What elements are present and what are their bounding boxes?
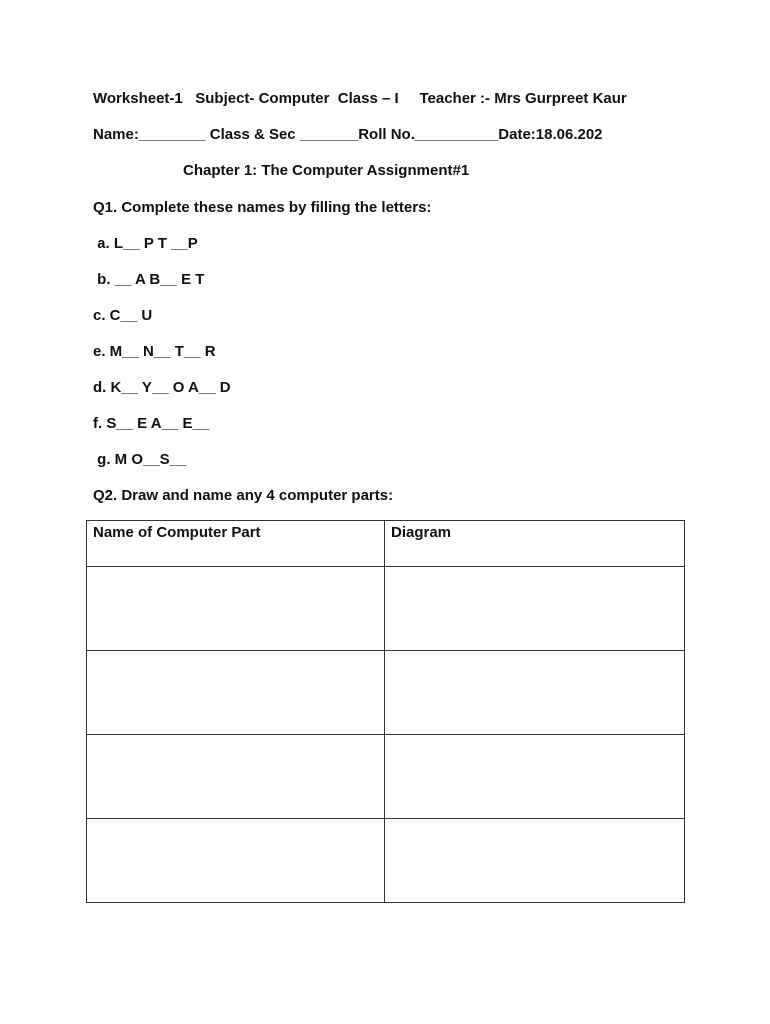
table-row bbox=[87, 735, 685, 819]
q1-item-e: e. M__ N__ T__ R bbox=[93, 343, 216, 360]
part-name-cell[interactable] bbox=[87, 567, 385, 651]
q1-item-f: f. S__ E A__ E__ bbox=[93, 415, 210, 432]
student-details-line: Name:________ Class & Sec _______Roll No.__________Date:18.06.202 bbox=[93, 126, 603, 143]
computer-parts-table bbox=[86, 520, 685, 903]
table-row bbox=[87, 819, 685, 903]
part-name-cell[interactable] bbox=[87, 819, 385, 903]
q1-item-a: a. L__ P T __P bbox=[93, 235, 198, 252]
chapter-title: Chapter 1: The Computer Assignment#1 bbox=[183, 162, 470, 179]
diagram-cell[interactable] bbox=[385, 819, 685, 903]
part-name-cell[interactable] bbox=[87, 735, 385, 819]
part-name-cell[interactable] bbox=[87, 651, 385, 735]
q1-item-d: d. K__ Y__ O A__ D bbox=[93, 379, 231, 396]
diagram-cell[interactable] bbox=[385, 651, 685, 735]
q1-item-c: c. C__ U bbox=[93, 307, 153, 324]
q1-question: Q1. Complete these names by filling the letters: bbox=[93, 199, 432, 216]
diagram-cell[interactable] bbox=[385, 735, 685, 819]
table-row bbox=[87, 651, 685, 735]
table-header-row bbox=[87, 521, 685, 567]
column-header-diagram: Diagram bbox=[385, 521, 685, 567]
q1-item-b: b. __ A B__ E T bbox=[93, 271, 205, 288]
q2-question: Q2. Draw and name any 4 computer parts: bbox=[93, 487, 394, 504]
q1-item-g: g. M O__S__ bbox=[93, 451, 187, 468]
diagram-cell[interactable] bbox=[385, 567, 685, 651]
table-row bbox=[87, 567, 685, 651]
worksheet-header: Worksheet-1 Subject- Computer Class – I Teacher :- Mrs Gurpreet Kaur bbox=[93, 90, 627, 107]
column-header-part-name: Name of Computer Part bbox=[87, 521, 385, 567]
